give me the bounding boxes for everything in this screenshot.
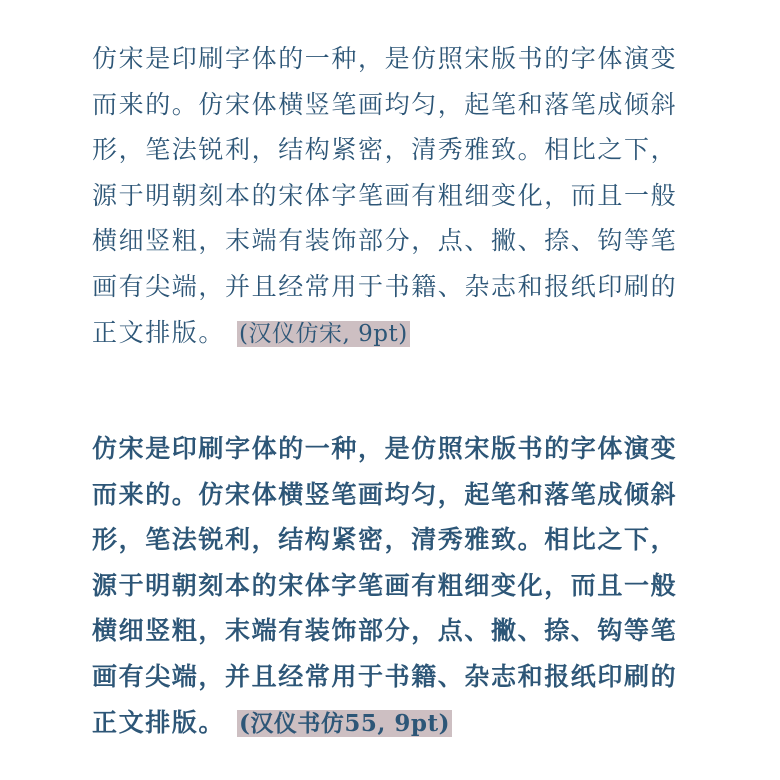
- font-name-tag: (汉仪仿宋, 9pt): [239, 320, 408, 347]
- sample-body-text: 仿宋是印刷字体的一种，是仿照宋版书的字体演变而来的。仿宋体横竖笔画均匀，起笔和落笔成倾斜形，笔法锐利，结构紧密，清秀雅致。相比之下，源于明朝刻本的宋体字笔画有粗细变化，而且一般横细竖粗，末端有装饰部分，点、撇、捺、钩等笔画有尖端，并且经常用于书籍、杂志和报纸印刷的正文排版。: [92, 44, 678, 347]
- font-sample-hanyi-fangsong: [92, 36, 692, 357]
- sample-body-text: 仿宋是印刷字体的一种，是仿照宋版书的字体演变而来的。仿宋体横竖笔画均匀，起笔和落笔成倾斜形，笔法锐利，结构紧密，清秀雅致。相比之下，源于明朝刻本的宋体字笔画有粗细变化，而且一般横细竖粗，末端有装饰部分，点、撇、捺、钩等笔画有尖端，并且经常用于书籍、杂志和报纸印刷的正文排版。: [92, 434, 678, 737]
- font-name-tag: (汉仪书仿55, 9pt): [239, 709, 451, 737]
- font-sample-hanyi-shufang55: [92, 426, 692, 746]
